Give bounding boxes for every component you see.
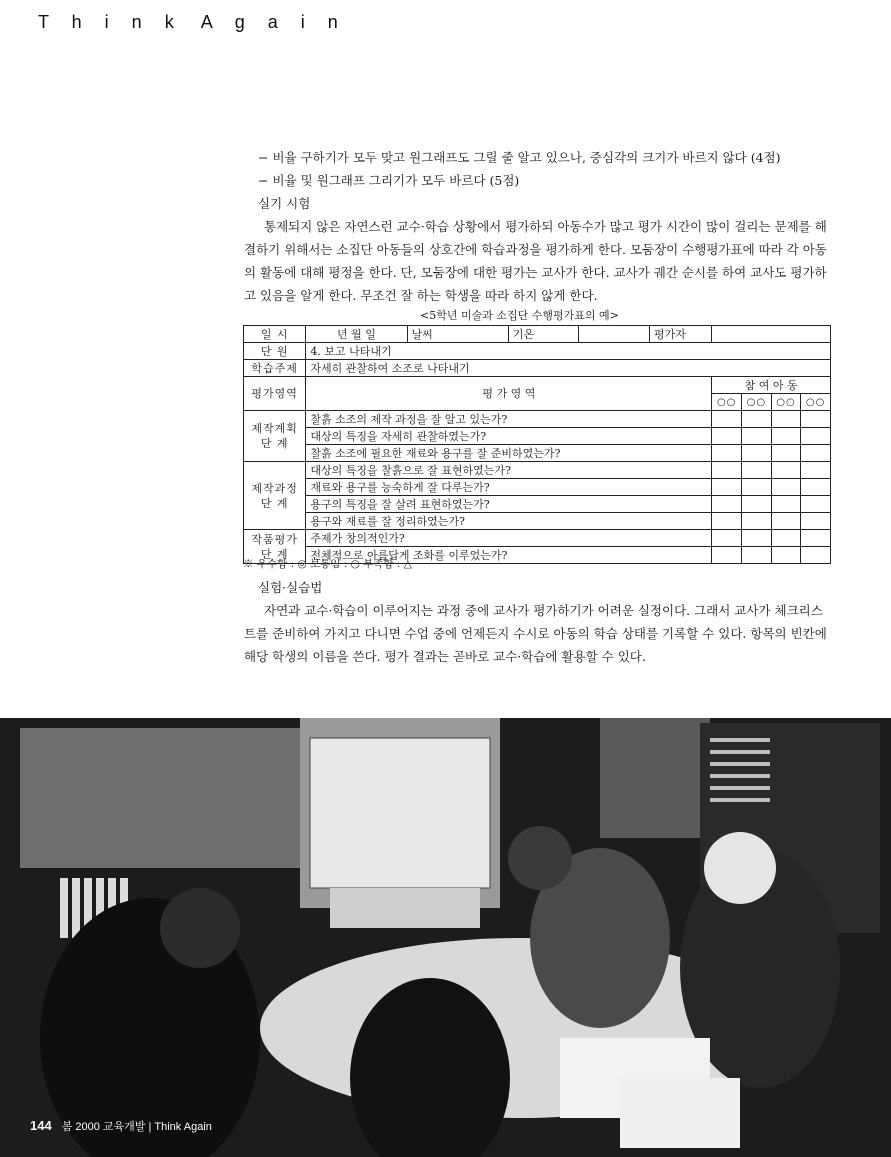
table-row	[244, 428, 831, 445]
section-title: 실험·실습법	[258, 580, 323, 595]
table-row	[244, 530, 831, 547]
body-section-1	[244, 146, 834, 307]
topic-value: 자세히 관찰하여 소조로 나타내기	[306, 360, 831, 377]
criterion: 전체적으로 아름답게 조화를 이루었는가?	[306, 547, 712, 564]
unit-value: 4. 보고 나타내기	[306, 343, 831, 360]
participant-slot: ○○	[712, 394, 742, 411]
page-footer	[30, 1118, 212, 1134]
grading-legend: ※ 우수함 : ◎ 보통임 : ○ 부족함 : △	[243, 558, 412, 570]
table-row	[244, 445, 831, 462]
body-section-2	[244, 576, 834, 668]
classroom-photo-illustration	[0, 718, 891, 1157]
date-cell: 년 월 일	[306, 326, 407, 343]
bullet-item: − 비율 및 원그래프 그리기가 모두 바르다 (5점)	[258, 173, 520, 188]
section-body: 자연과 교수·학습이 이루어지는 과정 중에 교사가 평가하기가 어려운 실정이다. 그래서 교사가 체크리스트를 준비하여 가지고 다니면 수업 중에 언제든지 수시로 아동의 학습 상태를 기록할 수 있다. 항목의 빈칸에 해당 학생의 이름을 쓴다. 평가 결과는 곧바로 교수·학습에 활용할 수 있다.	[244, 603, 827, 664]
page-number: 144	[30, 1118, 52, 1133]
section-body: 통제되지 않은 자연스런 교수·학습 상황에서 평가하되 아동수가 많고 평가 시간이 많이 걸리는 문제를 해결하기 위해서는 소집단 아동들의 상호간에 학습과정을 평가하게 한다. 모둠장이 수행평가표에 따라 각 아동의 활동에 대해 평정을 한다. 단, 모둠장에 대한 평가는 교사가 한다. 교사가 궤간 순시를 하여 교사도 평가하고 있음을 알게 한다. 무조건 잘 하는 학생을 따라 하지 않게 한다.	[244, 219, 827, 303]
row-label: 단 원	[244, 343, 306, 360]
running-header	[38, 12, 347, 33]
header-think: T h i n k	[38, 12, 183, 32]
classroom-photo	[0, 718, 891, 1157]
table-row	[244, 377, 831, 394]
participant-slot: ○○	[801, 394, 831, 411]
group-label: 작품평가 단 계	[244, 530, 306, 564]
table-row	[244, 513, 831, 530]
temp-cell: 기온	[508, 326, 579, 343]
participant-slot: ○○	[771, 394, 801, 411]
group-label: 제작과정 단 계	[244, 462, 306, 530]
weather-cell: 날씨	[407, 326, 508, 343]
temp-value	[579, 326, 650, 343]
evaluator-cell: 평가자	[649, 326, 711, 343]
section-title: 실기 시험	[258, 196, 311, 211]
group-label: 제작계획 단 계	[244, 411, 306, 462]
table-row	[244, 360, 831, 377]
table-row	[244, 479, 831, 496]
bullet-item: − 비율 구하기가 모두 맞고 원그래프도 그릴 줄 알고 있으나, 중심각의 크기가 바르지 않다 (4점)	[258, 150, 781, 165]
criterion: 대상의 특징을 찰흙으로 잘 표현하였는가?	[306, 462, 712, 479]
table-row	[244, 343, 831, 360]
criterion: 대상의 특징을 자세히 관찰하였는가?	[306, 428, 712, 445]
criterion: 용구와 재료를 잘 정리하였는가?	[306, 513, 712, 530]
table-row	[244, 326, 831, 343]
row-label: 일 시	[244, 326, 306, 343]
criterion: 재료와 용구를 능숙하게 잘 다루는가?	[306, 479, 712, 496]
header-again: A g a i n	[200, 12, 347, 32]
row-label: 학습주제	[244, 360, 306, 377]
area-header: 평 가 영 역	[306, 377, 712, 411]
evaluation-table	[243, 325, 831, 564]
criterion: 주제가 창의적인가?	[306, 530, 712, 547]
criterion: 찰흙 소조의 제작 과정을 잘 알고 있는가?	[306, 411, 712, 428]
criterion: 용구의 특징을 잘 살려 표현하였는가?	[306, 496, 712, 513]
table-row	[244, 462, 831, 479]
criterion: 찰흙 소조에 필요한 재료와 용구를 잘 준비하였는가?	[306, 445, 712, 462]
table-row	[244, 496, 831, 513]
participant-slot: ○○	[742, 394, 772, 411]
table-caption: <5학년 미술과 소집단 수행평가표의 예>	[420, 309, 619, 322]
participants-header: 참 여 아 동	[712, 377, 831, 394]
magazine-name: 봄 2000 교육개발 | Think Again	[61, 1121, 212, 1133]
row-label: 평가영역	[244, 377, 306, 411]
evaluator-value	[712, 326, 831, 343]
table-row	[244, 411, 831, 428]
